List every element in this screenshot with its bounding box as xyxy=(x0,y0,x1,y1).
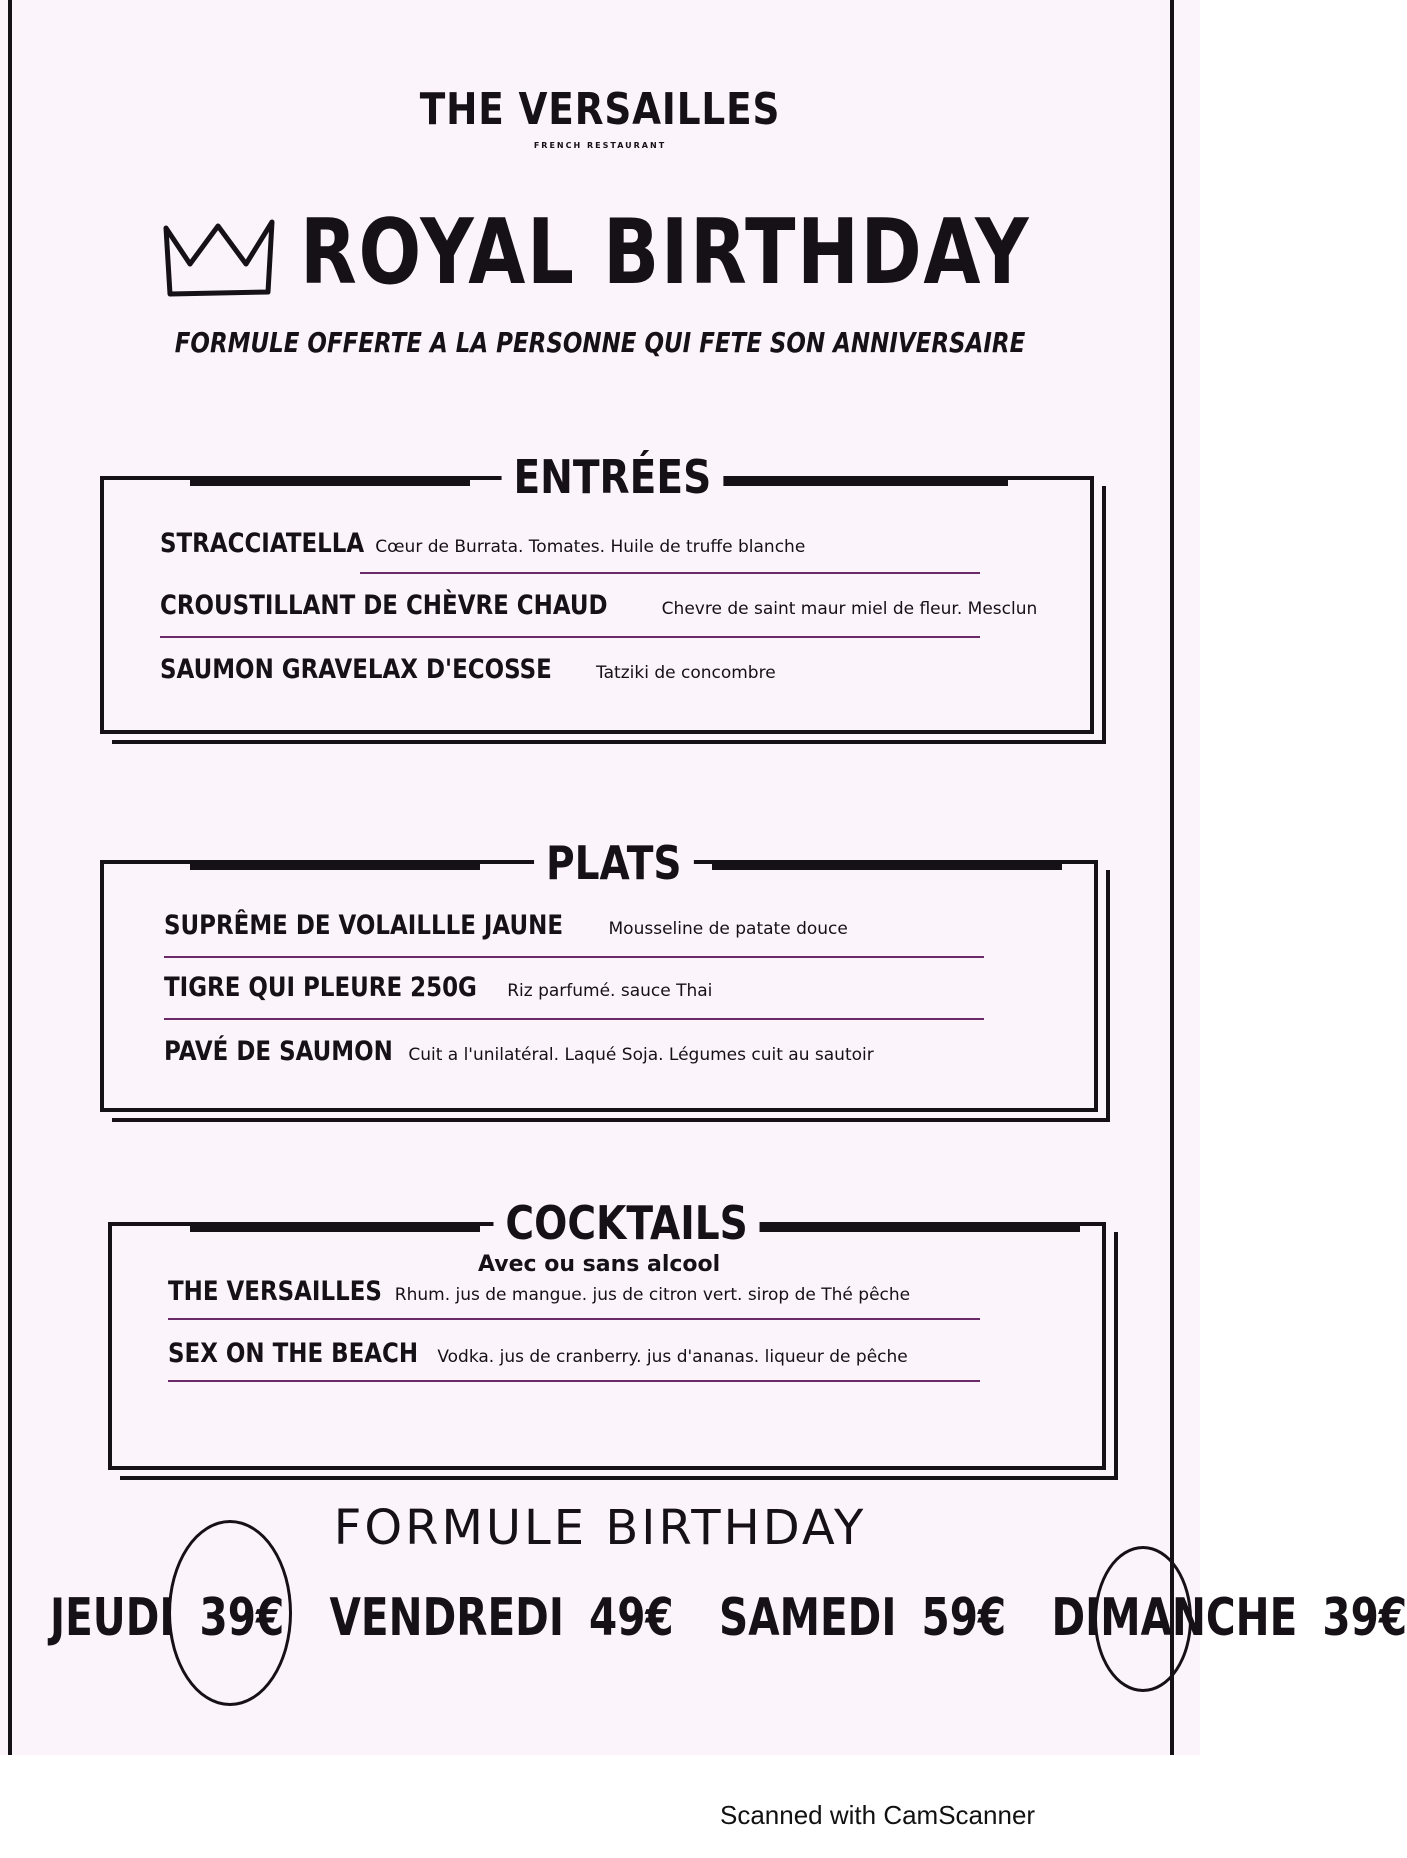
entree-underline xyxy=(360,572,980,574)
entrees-title: ENTRÉES xyxy=(502,450,724,504)
scanner-watermark: Scanned with CamScanner xyxy=(720,1800,1036,1830)
cocktail-name: SEX ON THE BEACH xyxy=(168,1338,419,1369)
cocktail-item xyxy=(168,1276,910,1307)
price-samedi: 59€ xyxy=(921,1588,1007,1648)
day-samedi: SAMEDI xyxy=(718,1588,897,1648)
price-dimanche: 39€ xyxy=(1322,1588,1407,1648)
cocktail-desc: Rhum. jus de mangue. jus de citron vert. sirop de Thé pêche xyxy=(394,1285,911,1305)
plat-desc: Cuit a l'unilatéral. Laqué Soja. Légumes cuit au sautoir xyxy=(408,1045,874,1065)
entree-desc: Cœur de Burrata. Tomates. Huile de truffe blanche xyxy=(375,537,806,557)
plat-underline xyxy=(164,956,984,958)
cocktails-title: COCKTAILS xyxy=(493,1196,759,1250)
plats-title: PLATS xyxy=(534,836,693,890)
offer-subtitle: FORMULE OFFERTE A LA PERSONNE QUI FETE SON ANNIVERSAIRE xyxy=(174,326,1026,359)
cocktail-underline xyxy=(168,1318,980,1320)
price-jeudi: 39€ xyxy=(199,1588,285,1648)
crown-icon xyxy=(160,212,280,300)
left-border-line xyxy=(8,0,12,1755)
brand-name: THE VERSAILLES xyxy=(419,84,781,135)
price-circle-dimanche xyxy=(1094,1546,1192,1692)
cocktail-underline xyxy=(168,1380,980,1382)
day-jeudi: JEUDI xyxy=(50,1588,175,1648)
entree-name: SAUMON GRAVELAX D'ECOSSE xyxy=(160,654,552,685)
entree-underline xyxy=(160,636,980,638)
cocktails-note: Avec ou sans alcool xyxy=(478,1252,721,1277)
day-vendredi: VENDREDI xyxy=(329,1588,564,1648)
cocktail-desc: Vodka. jus de cranberry. jus d'ananas. liqueur de pêche xyxy=(437,1347,908,1367)
plat-name: SUPRÊME DE VOLAILLLE JAUNE xyxy=(164,910,564,941)
plat-underline xyxy=(164,1018,984,1020)
entree-desc: Tatziki de concombre xyxy=(596,663,776,683)
brand-tagline: FRENCH RESTAURANT xyxy=(533,141,667,150)
plat-desc: Mousseline de patate douce xyxy=(608,919,848,939)
plat-item xyxy=(164,972,712,1003)
entrees-title-rule-right xyxy=(708,480,1008,486)
day-dimanche: DIMANCHE xyxy=(1051,1588,1298,1648)
right-border-line xyxy=(1170,0,1174,1755)
entree-name: STRACCIATELLA xyxy=(160,528,365,559)
cocktails-title-rule-left xyxy=(190,1226,480,1232)
plats-title-rule-left xyxy=(190,864,480,870)
plats-title-rule-right xyxy=(712,864,1062,870)
plat-name: TIGRE QUI PLEURE 250G xyxy=(164,972,477,1003)
entree-name: CROUSTILLANT DE CHÈVRE CHAUD xyxy=(160,590,608,621)
entree-item xyxy=(160,528,805,559)
plat-desc: Riz parfumé. sauce Thai xyxy=(507,981,713,1001)
plat-name: PAVÉ DE SAUMON xyxy=(164,1036,393,1067)
entree-item xyxy=(160,590,1037,621)
cocktail-name: THE VERSAILLES xyxy=(168,1276,382,1307)
entrees-title-rule-left xyxy=(190,480,470,486)
page-title: ROYAL BIRTHDAY xyxy=(300,200,1031,305)
price-vendredi: 49€ xyxy=(588,1588,674,1648)
cocktails-title-rule-right xyxy=(740,1226,1080,1232)
cocktail-item xyxy=(168,1338,908,1369)
formule-title: FORMULE BIRTHDAY xyxy=(333,1500,867,1556)
price-circle-jeudi xyxy=(168,1520,292,1706)
entree-item xyxy=(160,654,776,685)
entree-desc: Chevre de saint maur miel de fleur. Mesclun xyxy=(661,599,1038,619)
plat-item xyxy=(164,910,848,941)
plat-item xyxy=(164,1036,874,1067)
